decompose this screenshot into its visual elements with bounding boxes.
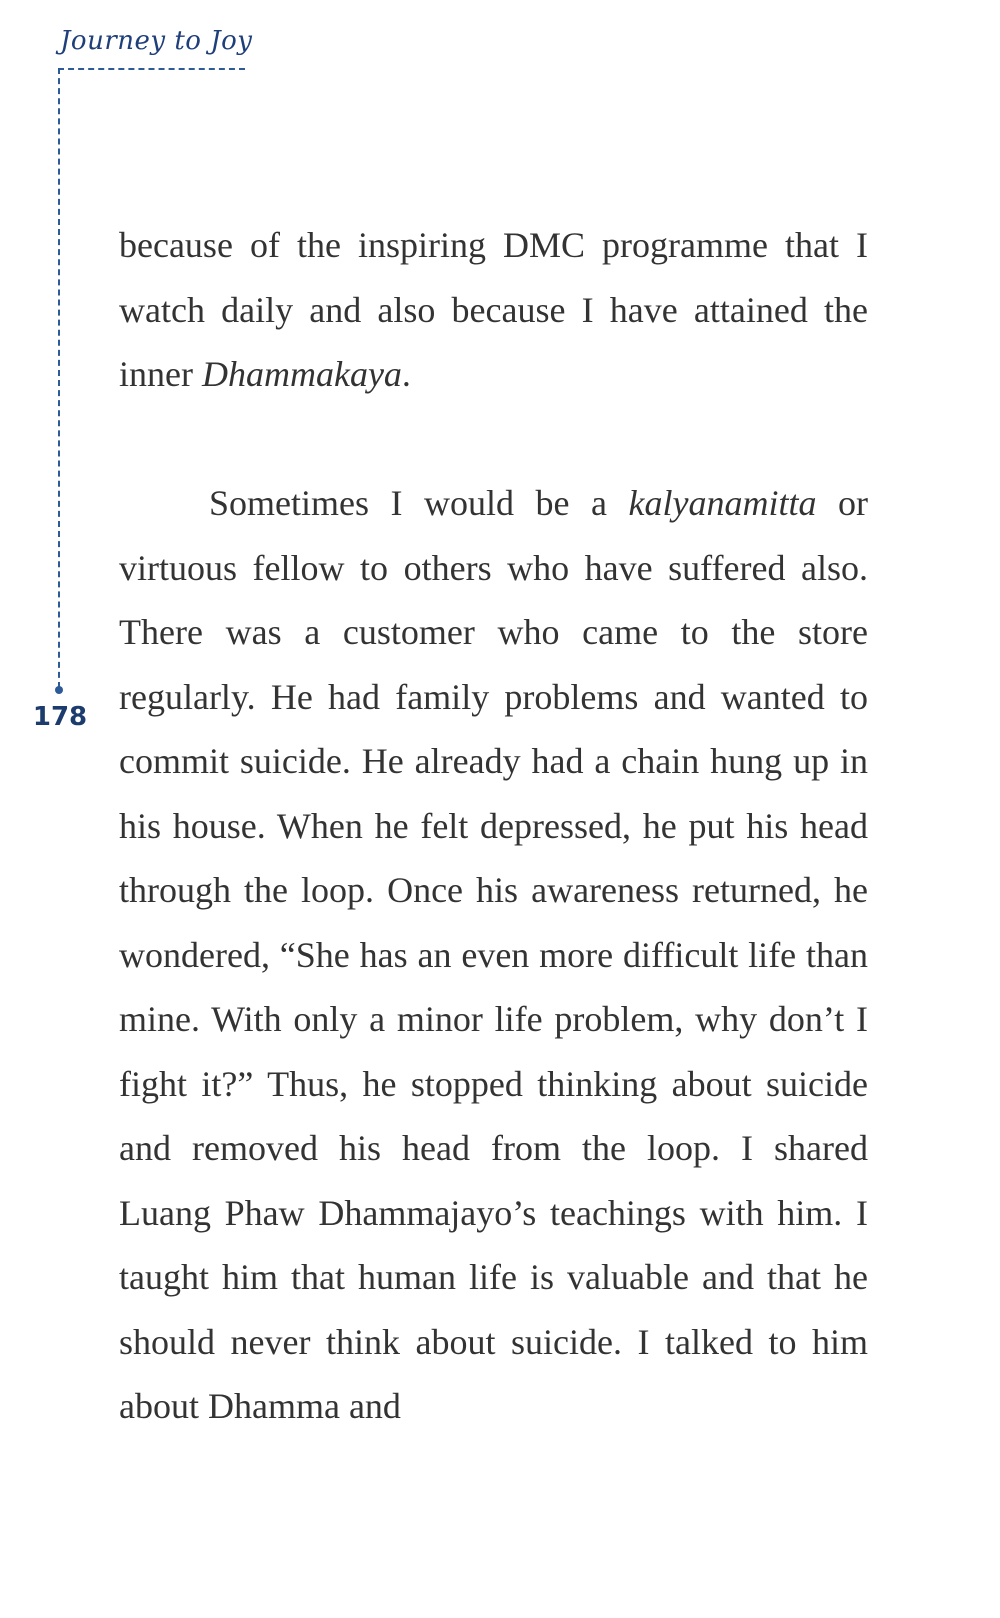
margin-rule-endpoint bbox=[55, 686, 63, 694]
page-number: 178 bbox=[32, 702, 88, 732]
paragraph-2-text: or virtuous fellow to others who have suffered also. There was a customer who came to the store regularly. He had family problems and wanted to commit suicide. He already had a chain hung up in his house. When he felt depressed, he put his head through the loop. Once his awareness returned, he wondered, “She has an even more difficult life than mine. With only a minor life problem, why don’t I fight it?” Thus, he stopped thinking about suicide and removed his head from the loop. I shared Luang Phaw Dhammajayo’s teachings with him. I taught him that human life is valuable and that he should never think about suicide. I talked to him about Dhamma and bbox=[119, 483, 868, 1426]
paragraph-2-start: Sometimes I would be a bbox=[209, 483, 629, 523]
paragraph-2-italic-term: kalyanamitta bbox=[628, 483, 817, 523]
paragraph-1 bbox=[119, 213, 868, 407]
paragraph-1-end: . bbox=[401, 354, 411, 394]
margin-dotted-rule bbox=[58, 68, 60, 688]
paragraph-2 bbox=[119, 471, 868, 1439]
running-header-title: Journey to Joy bbox=[60, 26, 253, 56]
header-dotted-rule bbox=[58, 68, 245, 70]
body-text bbox=[119, 213, 868, 1439]
paragraph-1-text: because of the inspiring DMC programme that I watch daily and also because I have attained the inner bbox=[119, 225, 868, 394]
paragraph-1-italic-term: Dhammakaya bbox=[201, 354, 402, 394]
